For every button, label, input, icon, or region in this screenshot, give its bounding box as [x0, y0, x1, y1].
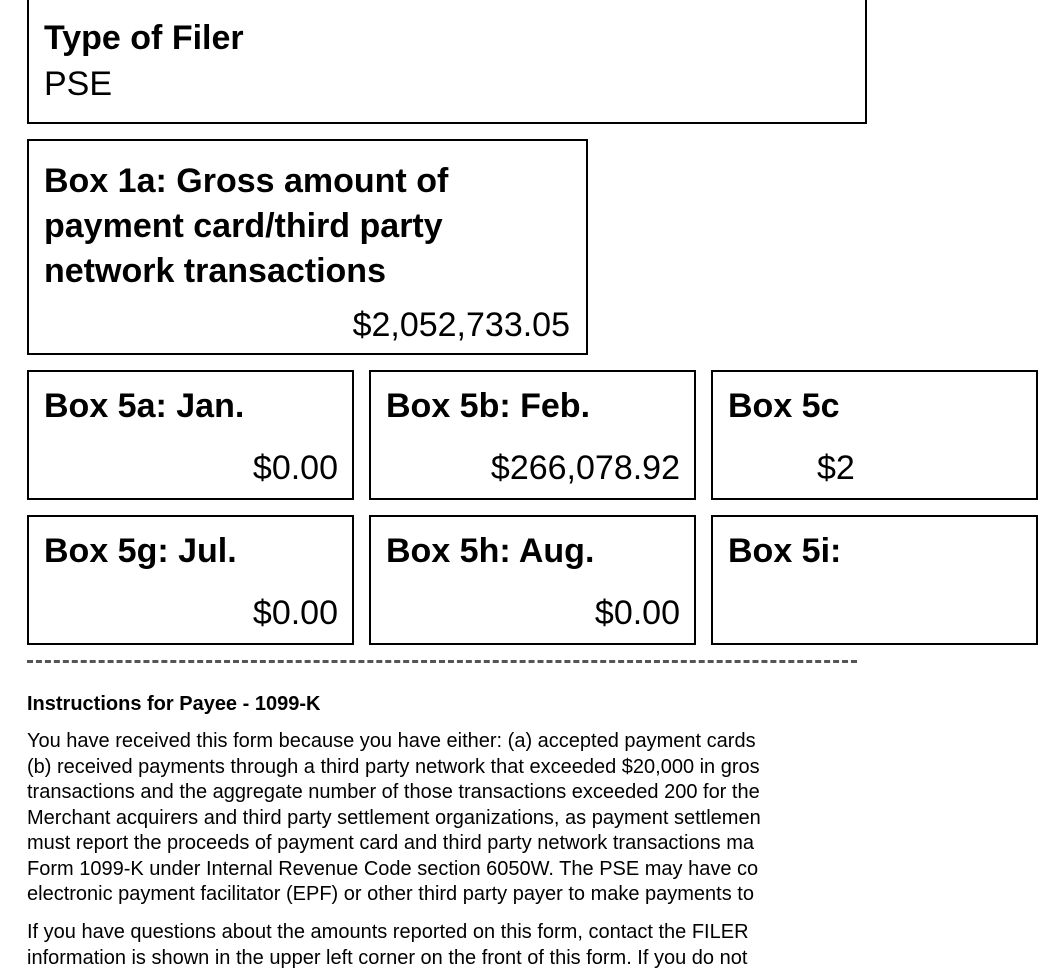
box-5b-label: Box 5b: Feb.: [386, 384, 590, 429]
box-5a-label: Box 5a: Jan.: [44, 384, 244, 429]
instructions-paragraph-2: [27, 920, 749, 971]
instructions-paragraph-1: [27, 729, 761, 908]
instructions-title: Instructions for Payee - 1099-K: [27, 691, 320, 717]
box-5i: [711, 515, 1038, 645]
instructions-line: Merchant acquirers and third party settlement organizations, as payment settlemen: [27, 806, 761, 832]
instructions-line: must report the proceeds of payment card and third party network transactions ma: [27, 831, 761, 857]
instructions-line: If you have questions about the amounts reported on this form, contact the FILER: [27, 920, 749, 946]
instructions-line: transactions and the aggregate number of those transactions exceeded 200 for the: [27, 780, 761, 806]
box-5a-value: $0.00: [253, 448, 338, 488]
type-of-filer-label: Type of Filer: [44, 16, 244, 60]
box-5a: [27, 370, 354, 500]
box-5i-label: Box 5i:: [728, 529, 841, 574]
instructions-line: (b) received payments through a third party network that exceeded $20,000 in gros: [27, 755, 761, 781]
box-5g: [27, 515, 354, 645]
box-5g-label: Box 5g: Jul.: [44, 529, 237, 574]
box-5b: [369, 370, 696, 500]
type-of-filer-box: [27, 0, 867, 124]
box-1a-value: $2,052,733.05: [353, 305, 570, 345]
instructions-line: You have received this form because you have either: (a) accepted payment cards: [27, 729, 761, 755]
box-5c-value: $2: [817, 448, 855, 488]
instructions-line: electronic payment facilitator (EPF) or other third party payer to make payments to: [27, 882, 761, 908]
instructions-line: information is shown in the upper left corner on the front of this form. If you do not: [27, 946, 749, 971]
box-5g-value: $0.00: [253, 593, 338, 633]
box-5b-value: $266,078.92: [491, 448, 680, 488]
box-5c-label: Box 5c: [728, 384, 840, 429]
box-5h: [369, 515, 696, 645]
box-1a: [27, 139, 588, 355]
box-5h-label: Box 5h: Aug.: [386, 529, 594, 574]
box-5c: [711, 370, 1038, 500]
box-5h-value: $0.00: [595, 593, 680, 633]
instructions-line: Form 1099-K under Internal Revenue Code section 6050W. The PSE may have co: [27, 857, 761, 883]
box-1a-label: Box 1a: Gross amount of payment card/third party network transactions: [44, 159, 564, 294]
cut-line-divider: [27, 660, 857, 663]
type-of-filer-value: PSE: [44, 62, 112, 106]
